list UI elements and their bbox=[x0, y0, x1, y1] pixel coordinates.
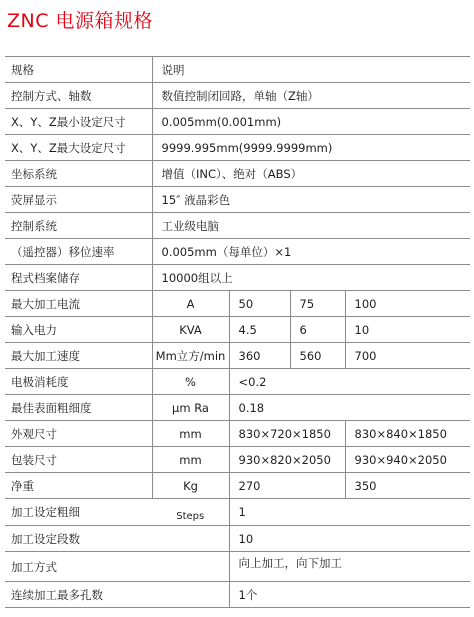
spec-value: 50 bbox=[229, 291, 290, 317]
table-row bbox=[5, 499, 470, 526]
table-row bbox=[5, 343, 470, 369]
spec-unit: mm bbox=[152, 447, 229, 473]
spec-label: 坐标系统 bbox=[5, 161, 152, 187]
spec-value: 15″ 液晶彩色 bbox=[152, 187, 470, 213]
spec-label: X、Y、Z最小设定尺寸 bbox=[5, 109, 152, 135]
spec-value: 1个 bbox=[229, 582, 470, 608]
table-row bbox=[5, 582, 470, 608]
spec-value: 930×940×2050 bbox=[345, 447, 470, 473]
spec-value: 75 bbox=[290, 291, 345, 317]
spec-label: 控制方式、轴数 bbox=[5, 83, 152, 109]
spec-label: 荧屏显示 bbox=[5, 187, 152, 213]
spec-value: 10 bbox=[345, 317, 470, 343]
spec-value: 930×820×2050 bbox=[229, 447, 345, 473]
spec-value: 830×840×1850 bbox=[345, 421, 470, 447]
spec-value: 270 bbox=[229, 473, 345, 499]
spec-label: 控制系统 bbox=[5, 213, 152, 239]
table-header-row bbox=[5, 57, 470, 83]
table-row bbox=[5, 187, 470, 213]
spec-label: 最大加工电流 bbox=[5, 291, 152, 317]
table-row bbox=[5, 447, 470, 473]
spec-label: 输入电力 bbox=[5, 317, 152, 343]
spec-label: 外观尺寸 bbox=[5, 421, 152, 447]
table-row bbox=[5, 369, 470, 395]
spec-value: 数值控制闭回路，单轴（Z轴） bbox=[152, 83, 470, 109]
spec-unit: mm bbox=[152, 421, 229, 447]
spec-unit: Mm立方/min bbox=[152, 343, 229, 369]
spec-value: 10 bbox=[229, 526, 470, 552]
spec-label: 加工方式 bbox=[5, 552, 152, 582]
table-row bbox=[5, 317, 470, 343]
table-row bbox=[5, 291, 470, 317]
spec-unit: A bbox=[152, 291, 229, 317]
spec-value: 增值（INC）、绝对（ABS） bbox=[152, 161, 470, 187]
spec-label: 净重 bbox=[5, 473, 152, 499]
table-row bbox=[5, 135, 470, 161]
spec-label: 最大加工速度 bbox=[5, 343, 152, 369]
spec-label: 加工设定粗细 bbox=[5, 499, 152, 526]
header-label: 规格 bbox=[5, 57, 152, 83]
table-row bbox=[5, 473, 470, 499]
spec-value: 4.5 bbox=[229, 317, 290, 343]
spec-label: X、Y、Z最大设定尺寸 bbox=[5, 135, 152, 161]
spec-value: 830×720×1850 bbox=[229, 421, 345, 447]
spec-label: 加工设定段数 bbox=[5, 526, 152, 552]
spec-label: 包装尺寸 bbox=[5, 447, 152, 473]
spec-label: （遥控器）移位速率 bbox=[5, 239, 152, 265]
spec-value: 9999.995mm(9999.9999mm) bbox=[152, 135, 470, 161]
table-row bbox=[5, 83, 470, 109]
spec-value: 700 bbox=[345, 343, 470, 369]
spec-value: 0.005mm（每单位）×1 bbox=[152, 239, 470, 265]
table-row bbox=[5, 265, 470, 291]
spec-label: 最佳表面粗细度 bbox=[5, 395, 152, 421]
table-row bbox=[5, 552, 470, 582]
spec-value: 工业级电脑 bbox=[152, 213, 470, 239]
spec-value: <0.2 bbox=[229, 369, 470, 395]
table-row bbox=[5, 526, 470, 552]
page-title: ZNC 电源箱规格 bbox=[7, 10, 154, 32]
spec-value: 350 bbox=[345, 473, 470, 499]
spec-table bbox=[5, 56, 470, 608]
table-row bbox=[5, 395, 470, 421]
table-row bbox=[5, 421, 470, 447]
header-value: 说明 bbox=[152, 57, 470, 83]
table-row bbox=[5, 109, 470, 135]
table-row bbox=[5, 161, 470, 187]
spec-label: 电极消耗度 bbox=[5, 369, 152, 395]
spec-value: 100 bbox=[345, 291, 470, 317]
spec-value: 10000组以上 bbox=[152, 265, 470, 291]
spec-value: 360 bbox=[229, 343, 290, 369]
spec-label: 程式档案储存 bbox=[5, 265, 152, 291]
spec-value: 1 bbox=[229, 499, 470, 526]
spec-unit: μm Ra bbox=[152, 395, 229, 421]
spec-value: 向上加工，向下加工 bbox=[229, 552, 470, 582]
spec-value: 0.18 bbox=[229, 395, 470, 421]
table-row bbox=[5, 213, 470, 239]
spec-unit: Kg bbox=[152, 473, 229, 499]
spec-unit: Steps bbox=[152, 499, 229, 526]
spec-label: 连续加工最多孔数 bbox=[5, 582, 152, 608]
spec-value: 0.005mm(0.001mm) bbox=[152, 109, 470, 135]
table-row bbox=[5, 239, 470, 265]
spec-unit: KVA bbox=[152, 317, 229, 343]
spec-unit: % bbox=[152, 369, 229, 395]
spec-value: 6 bbox=[290, 317, 345, 343]
spec-value: 560 bbox=[290, 343, 345, 369]
